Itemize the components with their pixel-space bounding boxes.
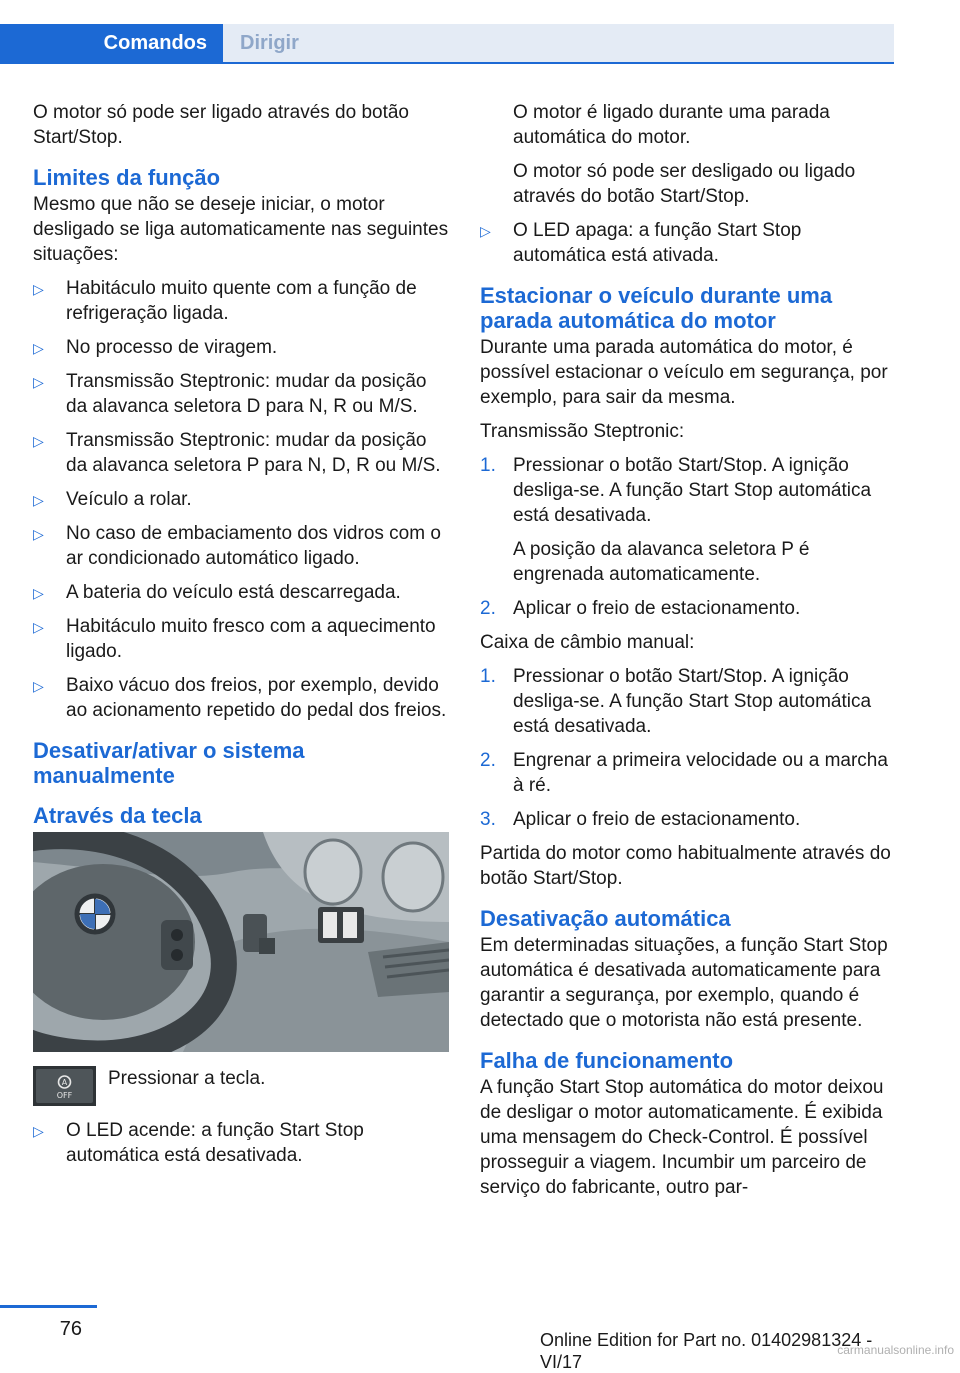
tab-dirigir[interactable]: Dirigir xyxy=(223,24,894,62)
list-item: 2. Engrenar a primeira velocidade ou a marcha à ré. xyxy=(480,750,888,796)
desativacao-paragraph: Em determinadas situações, a função Start Stop automática é desativada automaticamente para garantir a segurança, por exemplo, quando é detectado que o motorista não está presente. xyxy=(480,935,888,1031)
svg-text:A: A xyxy=(61,1078,68,1087)
right-column xyxy=(480,100,896,1209)
list-item: ▷ Transmissão Steptronic: mudar da posição da alavanca seletora P para N, D, R ou M/S. xyxy=(33,430,441,476)
manual-label: Caixa de câmbio manual: xyxy=(480,632,695,653)
limites-list xyxy=(33,276,449,723)
triangle-right-icon: ▷ xyxy=(33,526,44,542)
step-number: 2. xyxy=(480,598,496,619)
page-number: 76 xyxy=(59,1318,82,1340)
edition-note: Online Edition for Part no. 01402981324 - VI/17 xyxy=(540,1330,873,1372)
triangle-right-icon: ▷ xyxy=(480,223,491,239)
list-item: ▷ No processo de viragem. xyxy=(33,335,449,360)
desativar-heading: Desativar/ativar o sistema manualmente xyxy=(33,738,305,788)
steptronic-steps xyxy=(480,453,896,621)
list-item: 1. Pressionar o botão Start/Stop. A ignição desliga-se. A função Start Stop automática está desativada. A posição da alavanca seletora P é engrenada automaticamente. xyxy=(480,455,872,585)
list-item: ▷ O LED apaga: a função Start Stop automática está ativada. xyxy=(480,220,802,266)
falha-paragraph: A função Start Stop automática do motor deixou de desligar o motor automaticamente. É exibida uma mensagem do Check-Control. É possível prosseguir a viagem. Incumbir um parceiro de serviço do fabricante, outro par- xyxy=(480,1077,884,1198)
limites-heading: Limites da função xyxy=(33,165,221,190)
header-tab-bar xyxy=(0,0,894,64)
list-item: ▷ Veículo a rolar. xyxy=(33,487,449,512)
list-item: ▷ Habitáculo muito fresco com a aquecimento ligado. xyxy=(33,616,436,662)
triangle-right-icon: ▷ xyxy=(33,1123,44,1139)
list-item: 2. Aplicar o freio de estacionamento. xyxy=(480,598,801,619)
dashboard-photo xyxy=(33,832,449,1052)
list-item: ▷ Transmissão Steptronic: mudar da posição da alavanca seletora D para N, R ou M/S. xyxy=(33,371,427,417)
step-number: 2. xyxy=(480,750,496,771)
estacionar-heading: Estacionar o veículo durante uma parada automática do motor xyxy=(480,283,833,333)
limites-paragraph: Mesmo que não se deseje iniciar, o motor desligado se liga automaticamente nas seguintes situações: xyxy=(33,194,449,265)
step-number: 1. xyxy=(480,666,496,687)
triangle-right-icon: ▷ xyxy=(33,678,44,694)
step-number: 1. xyxy=(480,455,496,476)
triangle-right-icon: ▷ xyxy=(33,433,44,449)
triangle-right-icon: ▷ xyxy=(33,374,44,390)
list-item: ▷ No caso de embaciamento dos vidros com o ar condicionado automático ligado. xyxy=(33,523,441,569)
svg-text:OFF: OFF xyxy=(56,1091,73,1100)
list-item: ▷ Baixo vácuo dos freios, por exemplo, devido ao acionamento repetido do pedal dos freios. xyxy=(33,675,447,721)
triangle-right-icon: ▷ xyxy=(33,619,44,635)
watermark-text: carmanualsonline.info xyxy=(837,1343,954,1357)
triangle-right-icon: ▷ xyxy=(33,340,44,356)
list-item: ▷ A bateria do veículo está descarregada. xyxy=(33,580,449,605)
step-number: 3. xyxy=(480,809,496,830)
continuation-paragraph-1: O motor é ligado durante uma parada automática do motor. xyxy=(513,102,830,148)
falha-heading: Falha de funcionamento xyxy=(480,1048,734,1073)
tab-comandos[interactable]: Comandos xyxy=(0,24,223,62)
triangle-right-icon: ▷ xyxy=(33,585,44,601)
list-item: 1. Pressionar o botão Start/Stop. A ignição desliga-se. A função Start Stop automática está desativada. xyxy=(480,666,872,737)
led-on-list xyxy=(33,1118,449,1168)
button-instruction xyxy=(33,1066,449,1106)
start-stop-off-button-icon xyxy=(33,1066,96,1106)
partida-paragraph: Partida do motor como habitualmente através do botão Start/Stop. xyxy=(480,843,891,889)
desativacao-heading: Desativação automática xyxy=(480,906,731,931)
estacionar-paragraph: Durante uma parada automática do motor, é possível estacionar o veículo em segurança, por exemplo, para sair da mesma. xyxy=(480,337,888,408)
list-item: ▷ O LED acende: a função Start Stop automática está desativada. xyxy=(33,1120,364,1166)
led-off-list xyxy=(480,218,896,268)
intro-paragraph: O motor só pode ser ligado através do botão Start/Stop. xyxy=(33,102,410,148)
triangle-right-icon: ▷ xyxy=(33,281,44,297)
steptronic-label: Transmissão Steptronic: xyxy=(480,421,685,442)
left-column xyxy=(33,100,449,1177)
list-item: 3. Aplicar o freio de estacionamento. xyxy=(480,809,801,830)
list-item: ▷ Habitáculo muito quente com a função de refrigeração ligada. xyxy=(33,278,417,324)
footer-rule xyxy=(0,1305,97,1308)
manual-steps xyxy=(480,664,896,832)
tecla-heading: Através da tecla xyxy=(33,803,202,828)
button-instruction-text: Pressionar a tecla. xyxy=(108,1068,266,1089)
triangle-right-icon: ▷ xyxy=(33,492,44,508)
continuation-paragraph-2: O motor só pode ser desligado ou ligado através do botão Start/Stop. xyxy=(513,161,856,207)
